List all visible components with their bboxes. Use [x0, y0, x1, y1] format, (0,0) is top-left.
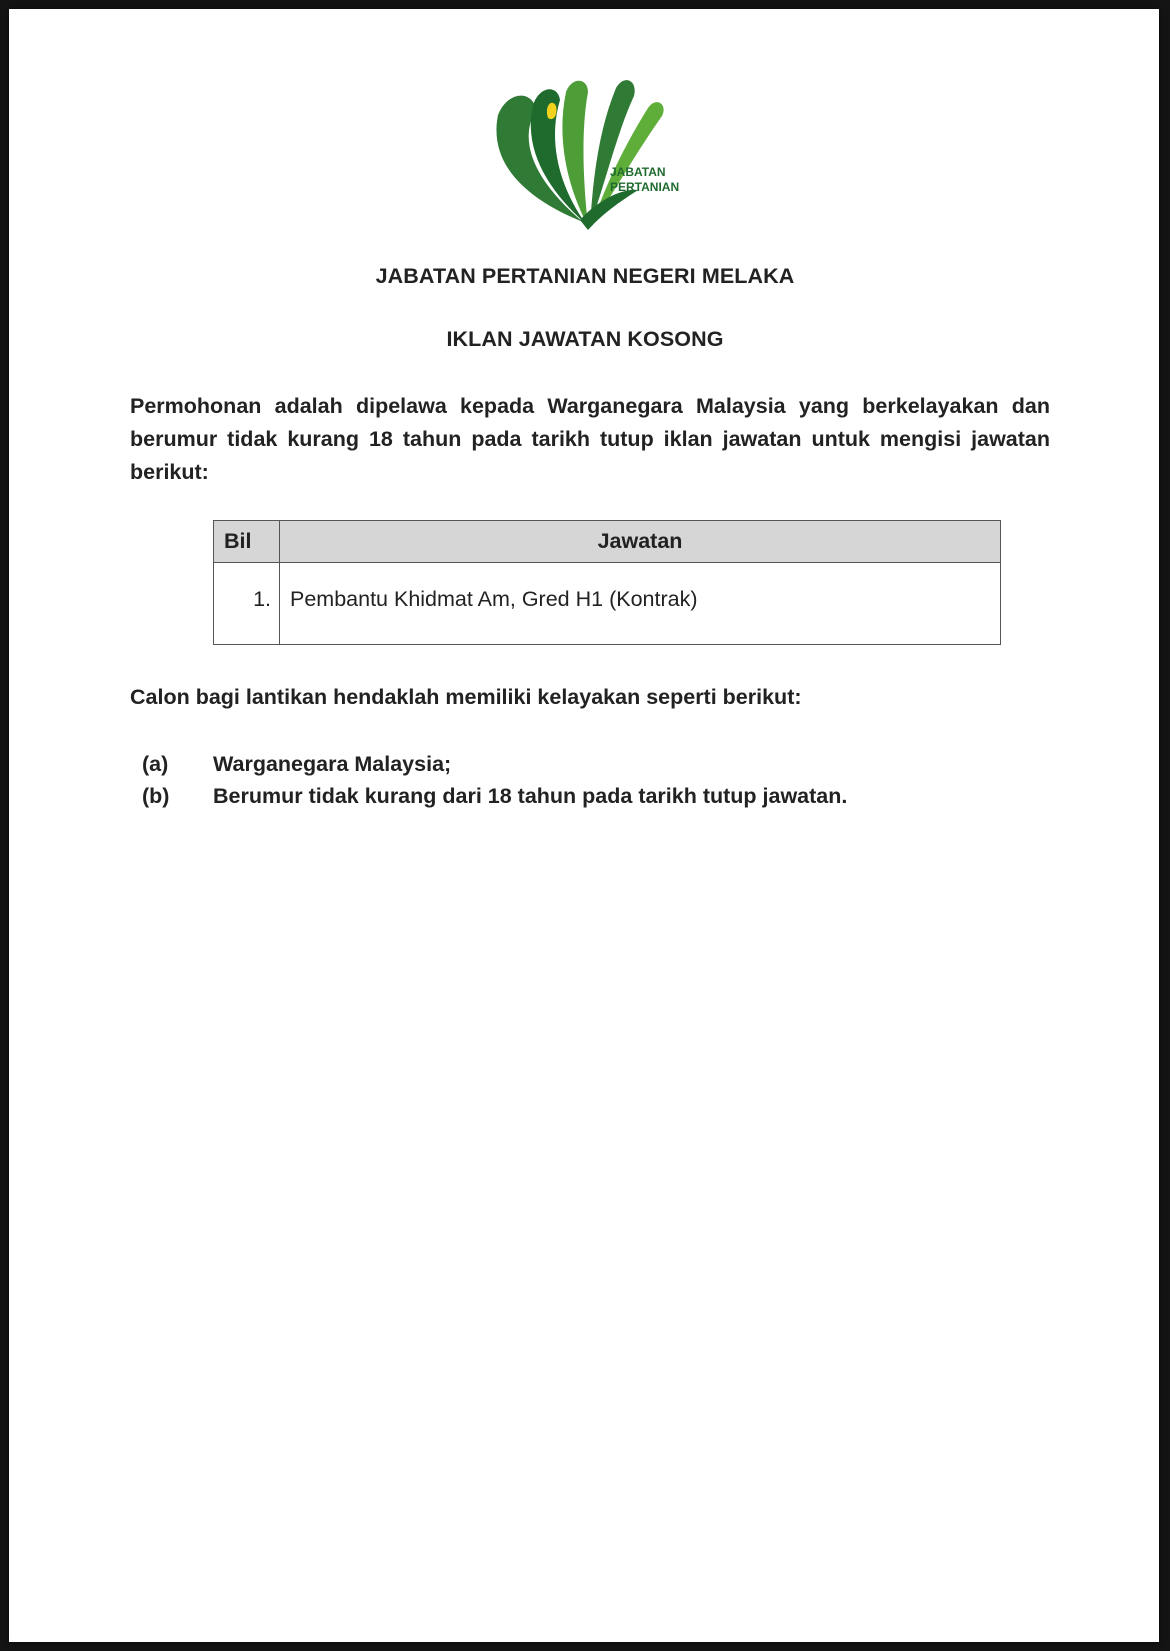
list-item [142, 780, 847, 812]
qualifications-list [142, 748, 847, 812]
table-row [214, 563, 1001, 645]
qualifications-intro: Calon bagi lantikan hendaklah memiliki kelayakan seperti berikut: [130, 685, 802, 709]
list-marker: (a) [142, 752, 169, 776]
list-marker: (b) [142, 784, 170, 808]
table-header-row [214, 521, 1001, 563]
department-heading: JABATAN PERTANIAN NEGERI MELAKA [375, 264, 795, 288]
list-item-text: Berumur tidak kurang dari 18 tahun pada tarikh tutup jawatan. [213, 784, 848, 808]
logo-text-line1: JABATAN [610, 165, 666, 179]
column-header-jawatan: Jawatan [280, 521, 1001, 563]
column-header-bil: Bil [214, 521, 280, 563]
list-item-text: Warganegara Malaysia; [213, 752, 452, 776]
vacancy-table [213, 520, 1001, 645]
logo-text-line2: PERTANIAN [610, 180, 680, 194]
document-page [9, 9, 1159, 1642]
jabatan-pertanian-logo [488, 70, 718, 250]
list-item [142, 748, 847, 780]
cell-bil: 1. [214, 563, 280, 645]
notice-title: IKLAN JAWATAN KOSONG [446, 327, 724, 351]
cell-jawatan: Pembantu Khidmat Am, Gred H1 (Kontrak) [280, 563, 1001, 645]
intro-paragraph: Permohonan adalah dipelawa kepada Warganegara Malaysia yang berkelayakan dan berumur tidak kurang 18 tahun pada tarikh tutup iklan jawatan untuk mengisi jawatan berikut: [130, 394, 1050, 484]
